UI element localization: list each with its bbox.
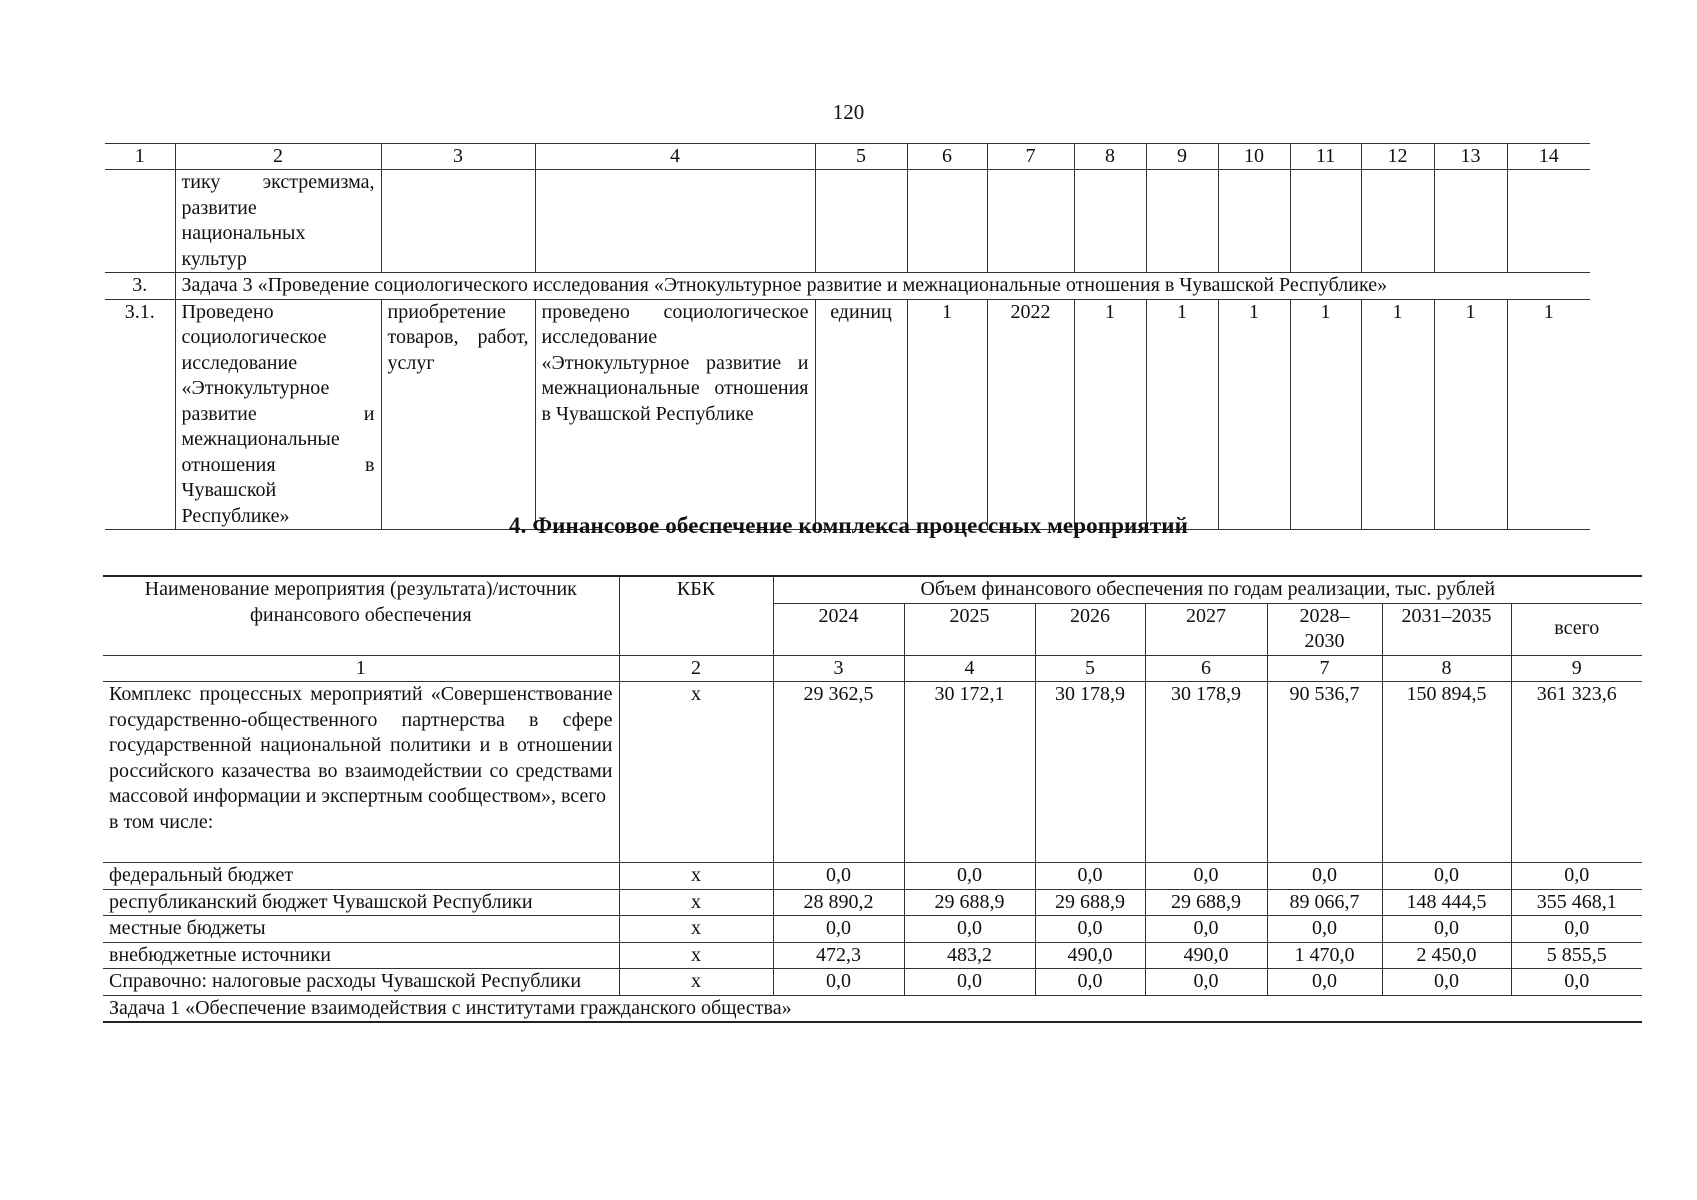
value-cell: 1 (1218, 299, 1290, 530)
value-cell: 0,0 (1145, 916, 1267, 943)
result-name: Проведено социологическое исследование «Этнокультурное развитие и межнациональные отношения в Чувашской Республике» (175, 299, 381, 530)
value-cell: 0,0 (1035, 916, 1145, 943)
col-number: 12 (1361, 144, 1434, 170)
value-cell: 29 688,9 (904, 889, 1035, 916)
value-cell: 0,0 (1035, 863, 1145, 890)
column-number-row (105, 144, 1590, 170)
table-row (103, 682, 1642, 863)
value-cell: 1 (1361, 299, 1434, 530)
header-row (103, 576, 1642, 603)
col-number: 5 (815, 144, 907, 170)
value-cell: 0,0 (1382, 916, 1511, 943)
col-number: 3 (381, 144, 535, 170)
col-number: 9 (1146, 144, 1218, 170)
column-number-row (103, 655, 1642, 682)
year-header: 2026 (1035, 603, 1145, 655)
year-header: 2025 (904, 603, 1035, 655)
table-row (103, 889, 1642, 916)
header-volume: Объем финансового обеспечения по годам реализации, тыс. рублей (773, 576, 1642, 603)
total-header: всего (1511, 603, 1642, 655)
task-title: Задача 1 «Обеспечение взаимодействия с институтами гражданского общества» (103, 995, 1642, 1022)
col-number: 1 (103, 655, 619, 682)
col-number: 9 (1511, 655, 1642, 682)
col-number: 13 (1434, 144, 1507, 170)
value-cell: 1 (1146, 299, 1218, 530)
table-row (103, 969, 1642, 996)
col-number: 6 (1145, 655, 1267, 682)
value-cell: 29 688,9 (1035, 889, 1145, 916)
value-cell: 0,0 (904, 969, 1035, 996)
kbk-cell: х (619, 916, 773, 943)
base-value: 1 (907, 299, 987, 530)
value-cell: 0,0 (1511, 916, 1642, 943)
task-row (103, 995, 1642, 1022)
col-number: 6 (907, 144, 987, 170)
value-cell: 0,0 (773, 916, 904, 943)
value-cell: 490,0 (1145, 942, 1267, 969)
table-row (105, 170, 1590, 273)
value-cell: 0,0 (904, 916, 1035, 943)
value-cell: 0,0 (773, 863, 904, 890)
value-cell: 472,3 (773, 942, 904, 969)
task-row (105, 273, 1590, 300)
year-header: 2028–2030 (1267, 603, 1382, 655)
kbk-cell: х (619, 942, 773, 969)
unit: единиц (815, 299, 907, 530)
value-cell: 0,0 (1382, 863, 1511, 890)
result-text: тику экстремизма, развитие национальных культур (175, 170, 381, 273)
col-number: 2 (175, 144, 381, 170)
row-name: республиканский бюджет Чувашской Республики (103, 889, 619, 916)
value-cell: 490,0 (1035, 942, 1145, 969)
col-number: 1 (105, 144, 175, 170)
value-cell: 0,0 (1267, 863, 1382, 890)
row-name: внебюджетные источники (103, 942, 619, 969)
header-kbk: КБК (619, 576, 773, 655)
value-cell: 5 855,5 (1511, 942, 1642, 969)
row-name: местные бюджеты (103, 916, 619, 943)
result-characteristic: проведено социологическое исследование «Этнокультурное развитие и межнациональные отношения в Чувашской Республике (535, 299, 815, 530)
result-type: приобретение товаров, работ, услуг (381, 299, 535, 530)
value-cell: 1 (1507, 299, 1590, 530)
col-number: 14 (1507, 144, 1590, 170)
value-cell: 361 323,6 (1511, 682, 1642, 863)
value-cell: 0,0 (904, 863, 1035, 890)
col-number: 5 (1035, 655, 1145, 682)
table-row (103, 863, 1642, 890)
year-header: 2027 (1145, 603, 1267, 655)
financing-table (103, 575, 1642, 1023)
col-number: 8 (1074, 144, 1146, 170)
value-cell: 0,0 (1267, 969, 1382, 996)
value-cell: 0,0 (1511, 863, 1642, 890)
row-name-cell (103, 682, 619, 863)
value-cell: 148 444,5 (1382, 889, 1511, 916)
col-number: 11 (1290, 144, 1361, 170)
value-cell: 30 178,9 (1145, 682, 1267, 863)
col-number: 7 (987, 144, 1074, 170)
row-name: Справочно: налоговые расходы Чувашской Республики (103, 969, 619, 996)
value-cell: 0,0 (773, 969, 904, 996)
base-year: 2022 (987, 299, 1074, 530)
table-row (103, 916, 1642, 943)
col-number: 4 (904, 655, 1035, 682)
value-cell: 0,0 (1145, 863, 1267, 890)
header-name: Наименование мероприятия (результата)/источник финансового обеспечения (103, 576, 619, 655)
col-number: 7 (1267, 655, 1382, 682)
value-cell: 29 362,5 (773, 682, 904, 863)
kbk-cell: х (619, 969, 773, 996)
kbk-cell: х (619, 863, 773, 890)
col-number: 2 (619, 655, 773, 682)
value-cell: 0,0 (1145, 969, 1267, 996)
year-header: 2031–2035 (1382, 603, 1511, 655)
year-header: 2024 (773, 603, 904, 655)
value-cell: 30 178,9 (1035, 682, 1145, 863)
page-number: 120 (832, 100, 865, 124)
col-number: 3 (773, 655, 904, 682)
row-name-extra: в том числе: (109, 810, 214, 833)
row-number: 3.1. (105, 299, 175, 530)
value-cell: 1 (1434, 299, 1507, 530)
value-cell: 90 536,7 (1267, 682, 1382, 863)
value-cell: 150 894,5 (1382, 682, 1511, 863)
kbk-cell: х (619, 889, 773, 916)
value-cell: 483,2 (904, 942, 1035, 969)
row-name: Комплекс процессных мероприятий «Совершенствование государственно-общественного партнерства в сфере государственной национальной политики и в отношении российского казачества во взаимодействии со средствами массовой информации и экспертным сообществом», всего (109, 683, 613, 807)
task-number: 3. (105, 273, 175, 300)
kbk-cell: х (619, 682, 773, 863)
task-title: Задача 3 «Проведение социологического исследования «Этнокультурное развитие и межнациональные отношения в Чувашской Республике» (175, 273, 1590, 300)
table-row (103, 942, 1642, 969)
value-cell: 89 066,7 (1267, 889, 1382, 916)
col-number: 4 (535, 144, 815, 170)
value-cell: 0,0 (1035, 969, 1145, 996)
col-number: 10 (1218, 144, 1290, 170)
table-row (105, 299, 1590, 530)
indicators-table (105, 143, 1590, 530)
value-cell: 355 468,1 (1511, 889, 1642, 916)
value-cell: 1 (1290, 299, 1361, 530)
value-cell: 0,0 (1382, 969, 1511, 996)
value-cell: 30 172,1 (904, 682, 1035, 863)
value-cell: 0,0 (1511, 969, 1642, 996)
value-cell: 2 450,0 (1382, 942, 1511, 969)
value-cell: 0,0 (1267, 916, 1382, 943)
section-title: 4. Финансовое обеспечение комплекса процессных мероприятий (509, 513, 1188, 538)
value-cell: 1 (1074, 299, 1146, 530)
value-cell: 1 470,0 (1267, 942, 1382, 969)
row-name: федеральный бюджет (103, 863, 619, 890)
value-cell: 29 688,9 (1145, 889, 1267, 916)
value-cell: 28 890,2 (773, 889, 904, 916)
col-number: 8 (1382, 655, 1511, 682)
